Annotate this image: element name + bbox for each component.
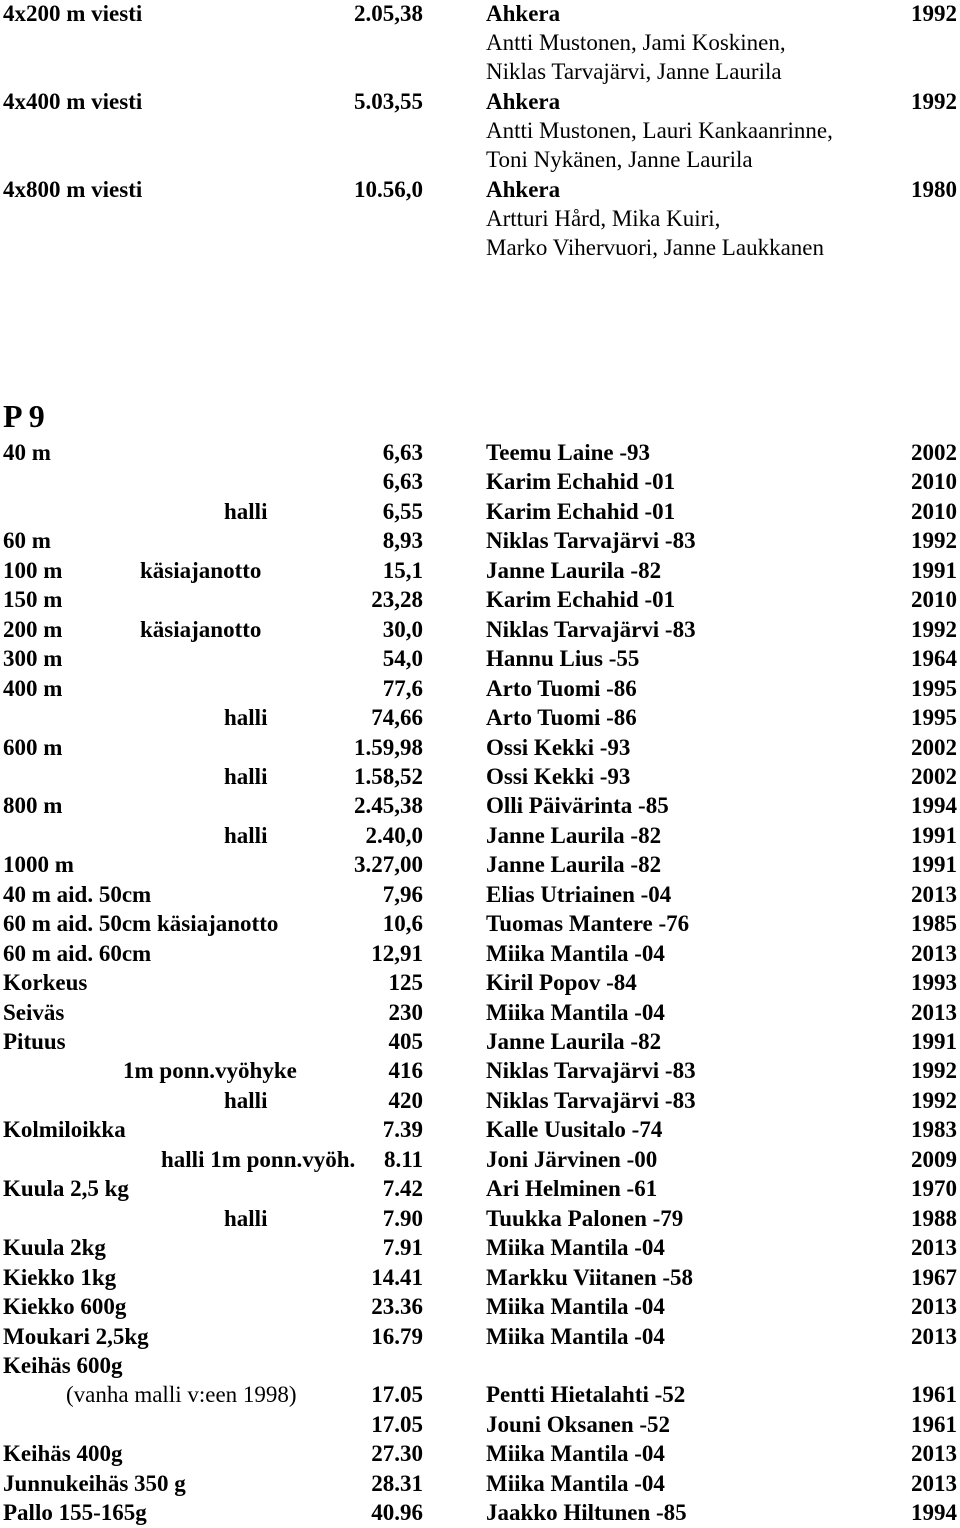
record-athlete: Miika Mantila -04: [486, 941, 665, 966]
record-athlete: Janne Laurila -82: [486, 1029, 662, 1054]
relay-members: Toni Nykänen, Janne Laurila: [486, 147, 753, 172]
record-row: [0, 1205, 960, 1233]
record-result: 23,28: [371, 587, 423, 612]
record-athlete: Miika Mantila -04: [486, 1324, 665, 1349]
record-result: 1.59,98: [354, 735, 423, 760]
relay-members-line: [0, 58, 960, 86]
record-row: [0, 851, 960, 879]
record-year: 1991: [911, 558, 957, 583]
record-year: 2010: [911, 587, 957, 612]
record-note: 1m ponn.vyöhyke: [123, 1058, 297, 1083]
record-result: 40.96: [371, 1500, 423, 1525]
record-row: [0, 1116, 960, 1144]
record-event: Korkeus: [3, 970, 88, 995]
record-year: 2010: [911, 469, 957, 494]
record-result: 2.45,38: [354, 793, 423, 818]
record-result: 28.31: [371, 1471, 423, 1496]
relay-year: 1992: [911, 89, 957, 114]
record-event: 60 m aid. 60cm: [3, 941, 152, 966]
record-row: [0, 1470, 960, 1498]
record-year: 2013: [911, 882, 957, 907]
record-year: 1991: [911, 1029, 957, 1054]
record-result: 23.36: [371, 1294, 423, 1319]
record-athlete: Ari Helminen -61: [486, 1176, 658, 1201]
record-year: 1983: [911, 1117, 957, 1142]
record-row: [0, 1028, 960, 1056]
record-event: 1000 m: [3, 852, 74, 877]
record-year: 1988: [911, 1206, 957, 1231]
record-year: 1991: [911, 852, 957, 877]
relay-event: 4x800 m viesti: [3, 177, 143, 202]
record-row: [0, 498, 960, 526]
relay-members: Antti Mustonen, Lauri Kankaanrinne,: [486, 118, 833, 143]
record-athlete: Karim Echahid -01: [486, 587, 676, 612]
record-year: 2002: [911, 735, 957, 760]
record-athlete: Niklas Tarvajärvi -83: [486, 617, 696, 642]
relay-members-line: [0, 234, 960, 262]
record-year: 1967: [911, 1265, 957, 1290]
record-row: [0, 910, 960, 938]
record-row: [0, 763, 960, 791]
record-result: 7.90: [382, 1206, 423, 1231]
record-event: Junnukeihäs 350 g: [3, 1471, 186, 1496]
record-athlete: Janne Laurila -82: [486, 852, 662, 877]
record-year: 1993: [911, 970, 957, 995]
record-row: [0, 468, 960, 496]
record-athlete: Miika Mantila -04: [486, 1235, 665, 1260]
record-row: [0, 1381, 960, 1409]
record-athlete: Elias Utriainen -04: [486, 882, 672, 907]
record-row: [0, 940, 960, 968]
record-note: halli 1m ponn.vyöh.: [161, 1147, 356, 1172]
record-note: halli: [224, 823, 268, 848]
record-year: 2013: [911, 1235, 957, 1260]
record-row: [0, 557, 960, 585]
record-year: 2013: [911, 1471, 957, 1496]
relay-time: 10.56,0: [354, 177, 423, 202]
record-athlete: Pentti Hietalahti -52: [486, 1382, 686, 1407]
record-row: [0, 792, 960, 820]
record-result: 420: [388, 1088, 423, 1113]
record-athlete: Niklas Tarvajärvi -83: [486, 1058, 696, 1083]
record-result: 6,55: [382, 499, 423, 524]
record-athlete: Kiril Popov -84: [486, 970, 637, 995]
record-event: 600 m: [3, 735, 63, 760]
record-event: Moukari 2,5kg: [3, 1324, 149, 1349]
record-row: [0, 969, 960, 997]
record-event: Kuula 2kg: [3, 1235, 106, 1260]
relay-event: 4x200 m viesti: [3, 1, 143, 26]
record-event: 40 m: [3, 440, 51, 465]
record-event: Seiväs: [3, 1000, 65, 1025]
record-note: halli: [224, 1088, 268, 1113]
relay-members-line: [0, 205, 960, 233]
record-note: halli: [224, 764, 268, 789]
relay-time: 5.03,55: [354, 89, 423, 114]
relay-team: Ahkera: [486, 1, 561, 26]
record-result: 77,6: [382, 676, 423, 701]
record-event: Pituus: [3, 1029, 66, 1054]
record-year: 2013: [911, 1294, 957, 1319]
record-result: 17.05: [371, 1412, 423, 1437]
record-athlete: Olli Päivärinta -85: [486, 793, 669, 818]
record-athlete: Jouni Oksanen -52: [486, 1412, 671, 1437]
record-result: 416: [388, 1058, 423, 1083]
record-event: 60 m: [3, 528, 51, 553]
record-row: [0, 1499, 960, 1527]
record-row: [0, 1264, 960, 1292]
record-row: [0, 1057, 960, 1085]
record-year: 1992: [911, 617, 957, 642]
record-event: Pallo 155-165g: [3, 1500, 147, 1525]
record-event: 800 m: [3, 793, 63, 818]
record-year: 2009: [911, 1147, 957, 1172]
record-athlete: Teemu Laine -93: [486, 440, 650, 465]
record-year: 1992: [911, 528, 957, 553]
record-note: käsiajanotto: [140, 617, 262, 642]
record-row: [0, 1234, 960, 1262]
record-result: 10,6: [382, 911, 423, 936]
record-result: 1.58,52: [354, 764, 423, 789]
record-row: [0, 704, 960, 732]
record-row: [0, 999, 960, 1027]
record-row: [0, 616, 960, 644]
record-athlete: Janne Laurila -82: [486, 558, 662, 583]
record-result: 6,63: [382, 469, 423, 494]
relay-members-line: [0, 146, 960, 174]
relay-year: 1992: [911, 1, 957, 26]
record-event: 100 m: [3, 558, 63, 583]
record-result: 54,0: [382, 646, 423, 671]
relay-event: 4x400 m viesti: [3, 89, 143, 114]
record-athlete: Arto Tuomi -86: [486, 705, 637, 730]
record-result: 405: [388, 1029, 423, 1054]
record-athlete: Janne Laurila -82: [486, 823, 662, 848]
record-event: Keihäs 400g: [3, 1441, 123, 1466]
record-year: 2013: [911, 1324, 957, 1349]
record-year: 1994: [911, 793, 957, 818]
relay-team: Ahkera: [486, 177, 561, 202]
record-year: 1970: [911, 1176, 957, 1201]
record-result: 125: [388, 970, 423, 995]
record-event: 150 m: [3, 587, 63, 612]
record-year: 1991: [911, 823, 957, 848]
record-event: 300 m: [3, 646, 63, 671]
relay-members: Antti Mustonen, Jami Koskinen,: [486, 30, 786, 55]
record-year: 2013: [911, 941, 957, 966]
relay-members-line: [0, 29, 960, 57]
record-athlete: Miika Mantila -04: [486, 1471, 665, 1496]
record-result: 7,96: [382, 882, 423, 907]
record-result: 7.42: [382, 1176, 423, 1201]
section-title: P 9: [3, 398, 45, 434]
record-result: 8.11: [384, 1147, 423, 1172]
record-event: Kuula 2,5 kg: [3, 1176, 129, 1201]
relay-time: 2.05,38: [354, 1, 423, 26]
record-result: 7.39: [382, 1117, 423, 1142]
record-event: Keihäs 600g: [3, 1353, 123, 1378]
record-year: 2013: [911, 1441, 957, 1466]
record-athlete: Ossi Kekki -93: [486, 735, 631, 760]
record-note: halli: [224, 705, 268, 730]
relay-team: Ahkera: [486, 89, 561, 114]
record-athlete: Karim Echahid -01: [486, 469, 676, 494]
record-year: 1995: [911, 676, 957, 701]
record-result: 12,91: [371, 941, 423, 966]
record-year: 1994: [911, 1500, 957, 1525]
record-event: 60 m aid. 50cm käsiajanotto: [3, 911, 279, 936]
record-athlete: Arto Tuomi -86: [486, 676, 637, 701]
record-result: 17.05: [371, 1382, 423, 1407]
record-event: 40 m aid. 50cm: [3, 882, 152, 907]
record-result: 15,1: [382, 558, 423, 583]
record-row: [0, 881, 960, 909]
relay-members-line: [0, 117, 960, 145]
record-athlete: Markku Viitanen -58: [486, 1265, 694, 1290]
relay-row: [0, 0, 960, 28]
record-result: 2.40,0: [365, 823, 423, 848]
record-athlete: Jaakko Hiltunen -85: [486, 1500, 687, 1525]
record-athlete: Kalle Uusitalo -74: [486, 1117, 663, 1142]
record-row: [0, 1411, 960, 1439]
record-row: [0, 822, 960, 850]
record-athlete: Miika Mantila -04: [486, 1294, 665, 1319]
record-row: [0, 675, 960, 703]
record-event: 200 m: [3, 617, 63, 642]
record-result: 74,66: [371, 705, 423, 730]
record-note: halli: [224, 1206, 268, 1231]
record-row: [0, 1323, 960, 1351]
record-year: 1985: [911, 911, 957, 936]
record-athlete: Ossi Kekki -93: [486, 764, 631, 789]
record-year: 1992: [911, 1088, 957, 1113]
record-row: [0, 1087, 960, 1115]
record-year: 1964: [911, 646, 957, 671]
relay-row: [0, 88, 960, 116]
record-row: [0, 527, 960, 555]
record-row: [0, 439, 960, 467]
record-row: [0, 1175, 960, 1203]
record-row: [0, 1440, 960, 1468]
record-year: 1961: [911, 1382, 957, 1407]
record-event: Kiekko 1kg: [3, 1265, 117, 1290]
record-year: 2013: [911, 1000, 957, 1025]
record-result: 3.27,00: [354, 852, 423, 877]
relay-members: Marko Vihervuori, Janne Laukkanen: [486, 235, 824, 260]
record-result: 8,93: [382, 528, 423, 553]
record-note: halli: [224, 499, 268, 524]
record-result: 230: [388, 1000, 423, 1025]
record-athlete: Miika Mantila -04: [486, 1000, 665, 1025]
record-year: 2002: [911, 764, 957, 789]
record-note: (vanha malli v:een 1998): [66, 1382, 297, 1407]
record-year: 2010: [911, 499, 957, 524]
record-athlete: Joni Järvinen -00: [486, 1147, 658, 1172]
relay-year: 1980: [911, 177, 957, 202]
record-event: Kiekko 600g: [3, 1294, 127, 1319]
record-row: [0, 645, 960, 673]
record-result: 7.91: [382, 1235, 423, 1260]
record-result: 6,63: [382, 440, 423, 465]
record-year: 1995: [911, 705, 957, 730]
relay-members: Niklas Tarvajärvi, Janne Laurila: [486, 59, 782, 84]
record-row: [0, 1352, 960, 1380]
record-athlete: Hannu Lius -55: [486, 646, 640, 671]
relay-members: Artturi Hård, Mika Kuiri,: [486, 206, 721, 231]
record-event: 400 m: [3, 676, 63, 701]
record-row: [0, 734, 960, 762]
record-row: [0, 1146, 960, 1174]
record-year: 1961: [911, 1412, 957, 1437]
record-result: 27.30: [371, 1441, 423, 1466]
record-athlete: Tuomas Mantere -76: [486, 911, 690, 936]
record-event: Kolmiloikka: [3, 1117, 126, 1142]
record-athlete: Niklas Tarvajärvi -83: [486, 1088, 696, 1113]
record-athlete: Tuukka Palonen -79: [486, 1206, 684, 1231]
record-row: [0, 586, 960, 614]
record-athlete: Miika Mantila -04: [486, 1441, 665, 1466]
relay-row: [0, 176, 960, 204]
record-row: [0, 1293, 960, 1321]
record-year: 1992: [911, 1058, 957, 1083]
record-athlete: Karim Echahid -01: [486, 499, 676, 524]
record-athlete: Niklas Tarvajärvi -83: [486, 528, 696, 553]
record-result: 16.79: [371, 1324, 423, 1349]
record-result: 30,0: [382, 617, 423, 642]
record-year: 2002: [911, 440, 957, 465]
record-result: 14.41: [371, 1265, 423, 1290]
record-note: käsiajanotto: [140, 558, 262, 583]
